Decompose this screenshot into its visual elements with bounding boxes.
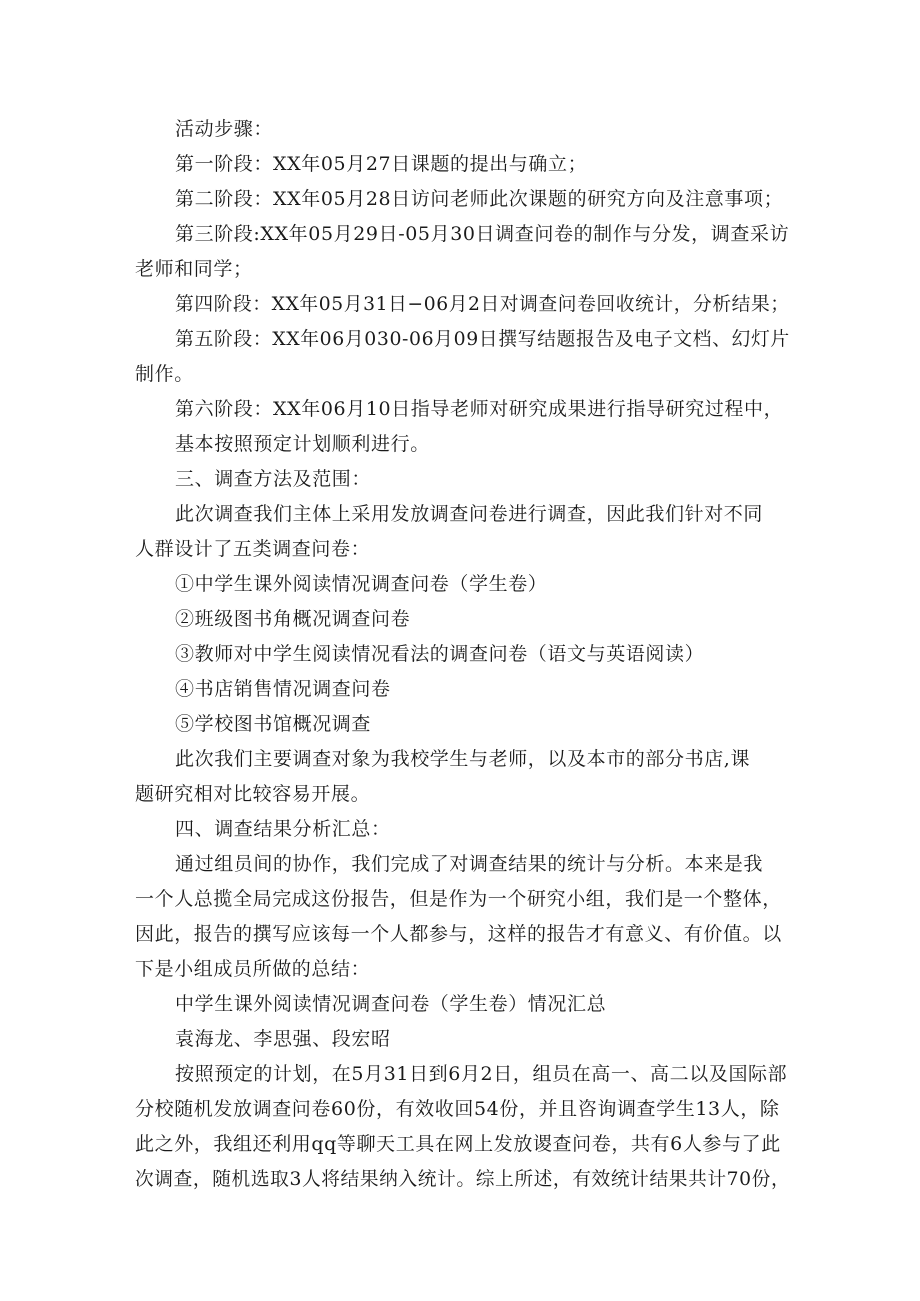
section-three-heading: 三、调查方法及范围：	[175, 468, 372, 490]
questionnaire-item-4: ④书店销售情况调查问卷	[175, 678, 391, 700]
summary-paragraph-line-2: 一个人总揽全局完成这份报告，但是作为一个研究小组，我们是一个整体，	[135, 888, 782, 910]
stage-three-continued: 老师和同学；	[135, 258, 253, 280]
summary-paragraph-line-3: 因此，报告的撰写应该每一个人都参与，这样的报告才有意义、有价值。以	[135, 923, 782, 945]
stage-five-continued: 制作。	[135, 363, 194, 385]
results-paragraph-line-4: 次调查，随机选取3人将结果纳入统计。综上所述，有效统计结果共计70份，	[135, 1168, 791, 1190]
survey-targets-line: 此次我们主要调查对象为我校学生与老师，以及本市的部分书店,课	[175, 748, 751, 770]
questionnaire-item-5: ⑤学校图书馆概况调查	[175, 713, 372, 735]
method-paragraph-line: 此次调查我们主体上采用发放调查问卷进行调查，因此我们针对不同	[175, 503, 764, 525]
student-survey-summary-title: 中学生课外阅读情况调查问卷（学生卷）情况汇总	[175, 993, 607, 1015]
questionnaire-item-1: ①中学生课外阅读情况调查问卷（学生卷）	[175, 573, 548, 595]
results-paragraph-line-3: 此之外，我组还利用qq等聊天工具在网上发放谡查问卷，共有6人参与了此	[135, 1133, 781, 1155]
stage-one-line: 第一阶段：XX年05月27日课题的提出与确立；	[175, 153, 588, 175]
survey-targets-continued: 题研究相对比较容易开展。	[135, 783, 371, 805]
group-members-line: 袁海龙、李思强、段宏昭	[175, 1028, 391, 1050]
summary-paragraph-line: 通过组员间的协作，我们完成了对调查结果的统计与分析。本来是我	[175, 853, 764, 875]
activity-steps-heading: 活动步骤：	[175, 118, 274, 140]
questionnaire-item-3: ③教师对中学生阅读情况看法的调查问卷（语文与英语阅读）	[175, 643, 705, 665]
stage-four-line: 第四阶段：XX年05月31日−06月2日对调查问卷回收统计，分析结果；	[175, 293, 790, 315]
results-paragraph-line: 按照预定的计划，在5月31日到6月2日，组员在高一、高二以及国际部	[175, 1063, 788, 1085]
questionnaire-item-2: ②班级图书角概况调查问卷	[175, 608, 411, 630]
stage-five-line: 第五阶段：XX年06月030-06月09日撰写结题报告及电子文档、幻灯片	[175, 328, 790, 350]
results-paragraph-line-2: 分校随机发放调查问卷60份，有效收回54份，并且咨询调查学生13人，除	[135, 1098, 780, 1120]
section-four-heading: 四、调查结果分析汇总：	[175, 818, 391, 840]
plan-progress-line: 基本按照预定计划顺利进行。	[175, 433, 430, 455]
stage-three-line: 第三阶段:XX年05月29日-05月30日调查问卷的制作与分发，调查采访	[175, 223, 790, 245]
method-paragraph-continued: 人群设计了五类调查问卷：	[135, 538, 371, 560]
stage-two-line: 第二阶段：XX年05月28日访问老师此次课题的研究方向及注意事项；	[175, 188, 784, 210]
summary-paragraph-line-4: 下是小组成员所做的总结：	[135, 958, 371, 980]
stage-six-line: 第六阶段：XX年06月10日指导老师对研究成果进行指导研究过程中，	[175, 398, 784, 420]
